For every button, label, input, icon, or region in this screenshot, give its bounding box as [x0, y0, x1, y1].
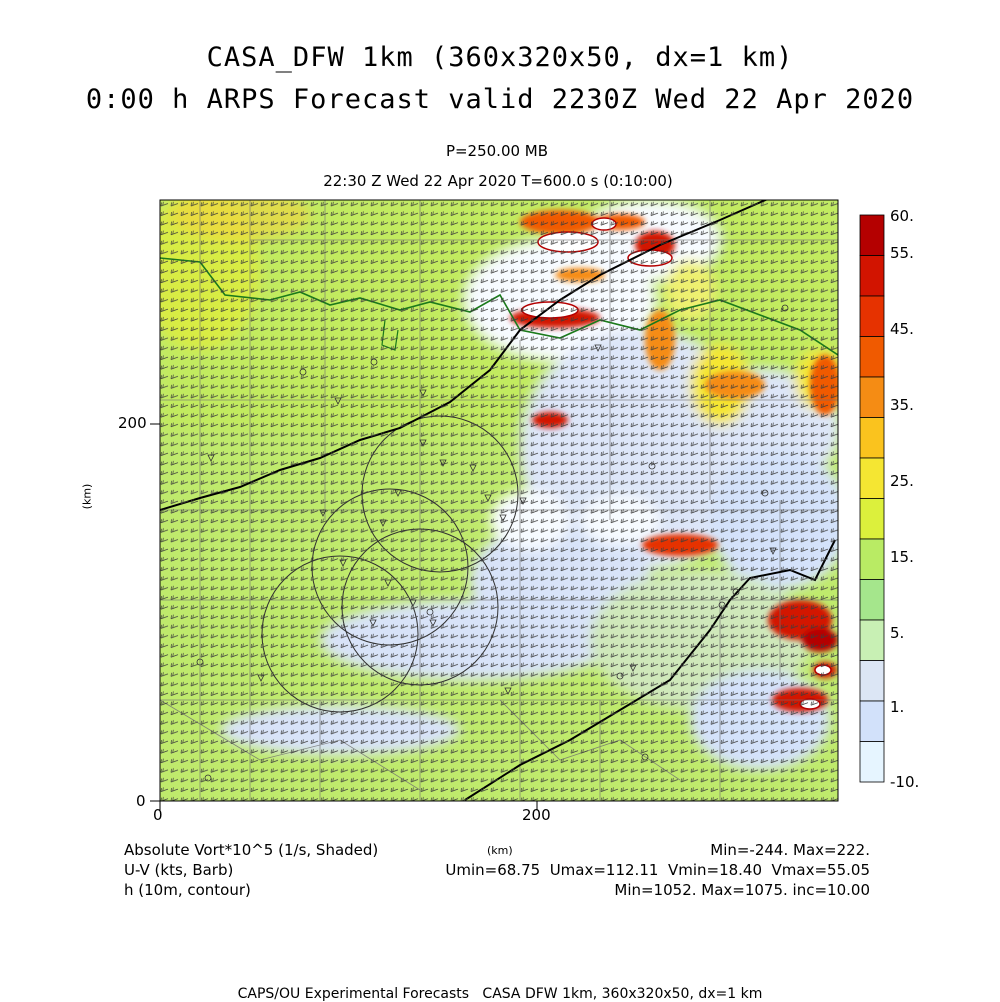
colorbar-label: 1.	[890, 698, 905, 716]
y-tick-200: 200	[118, 414, 147, 432]
colorbar-swatch	[860, 296, 884, 337]
colorbar-swatch	[860, 337, 884, 378]
colorbar-swatch	[860, 661, 884, 702]
colorbar-swatch	[860, 256, 884, 297]
colorbar-swatch	[860, 458, 884, 499]
colorbar-swatch	[860, 742, 884, 783]
colorbar-swatch	[860, 539, 884, 580]
y-axis-unit: (km)	[80, 483, 94, 510]
colorbar-label: -10.	[890, 773, 920, 791]
colorbar-label: 5.	[890, 624, 905, 642]
x-tick-200: 200	[522, 806, 551, 824]
plot-title-line-1: CASA_DFW 1km (360x320x50, dx=1 km)	[206, 42, 794, 73]
colorbar-label: 15.	[890, 548, 914, 566]
vorticity-shading	[140, 190, 850, 801]
colorbar-swatch	[860, 418, 884, 459]
colorbar-label: 55.	[890, 244, 914, 262]
valid-time-label: 22:30 Z Wed 22 Apr 2020 T=600.0 s (0:10:00)	[323, 172, 673, 190]
legend-vorticity: Absolute Vort*10^5 (1/s, Shaded)	[124, 841, 379, 859]
colorbar-swatch	[860, 215, 884, 256]
colorbar-swatch	[860, 620, 884, 661]
x-tick-0: 0	[153, 806, 163, 824]
colorbar-swatch	[860, 377, 884, 418]
pressure-level-label: P=250.00 MB	[445, 142, 549, 160]
colorbar-label: 60.	[890, 207, 914, 225]
stats-vorticity: Min=-244. Max=222.	[710, 841, 870, 859]
colorbar-label: 25.	[890, 472, 914, 490]
colorbar-label: 45.	[890, 320, 914, 338]
x-axis-unit: (km)	[487, 844, 513, 857]
colorbar-swatch	[860, 701, 884, 742]
stats-height: Min=1052. Max=1075. inc=10.00	[614, 881, 870, 899]
colorbar-label: 35.	[890, 396, 914, 414]
y-tick-0: 0	[136, 792, 146, 810]
legend-wind: U-V (kts, Barb)	[124, 861, 234, 879]
colorbar-swatch	[860, 499, 884, 540]
plot-title-line-2: 0:00 h ARPS Forecast valid 2230Z Wed 22 Apr 2020	[85, 84, 915, 115]
footer-credit: CAPS/OU Experimental Forecasts CASA DFW 1km, 360x320x50, dx=1 km	[237, 986, 763, 1002]
colorbar-swatch	[860, 580, 884, 621]
stats-wind: Umin=68.75 Umax=112.11 Vmin=18.40 Vmax=55.05	[445, 861, 870, 879]
colorbar	[860, 215, 884, 782]
wind-barbs	[160, 200, 838, 801]
legend-height: h (10m, contour)	[124, 881, 251, 899]
